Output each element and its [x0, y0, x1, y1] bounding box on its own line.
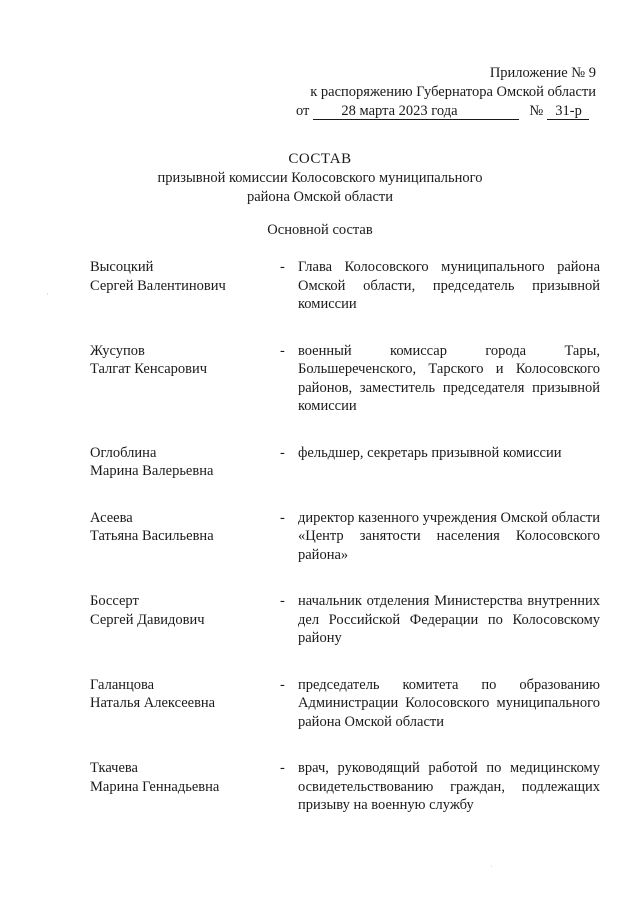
member-surname: Ткачева: [90, 760, 138, 776]
title-line-3: района Омской области: [246, 189, 393, 205]
member-name: [90, 592, 280, 648]
number-sign: №: [529, 103, 544, 119]
member-name: [90, 342, 280, 416]
from-label: от: [296, 103, 310, 119]
member-dash: -: [280, 509, 285, 526]
member-row: [90, 444, 600, 481]
member-name: [90, 676, 280, 732]
member-role: директор казенного учреждения Омской области «Центр занятости населения Колосовского района»: [298, 509, 600, 563]
member-name: [90, 258, 280, 314]
member-surname: Жусупов: [90, 342, 145, 359]
scan-speck: ˌ: [490, 858, 493, 867]
member-dash: -: [280, 676, 285, 693]
member-role: Глава Колосовского муниципального района Омской области, председатель призывной комиссии: [298, 259, 600, 312]
member-surname: Оглоблина: [90, 444, 157, 461]
order-date: 28 марта 2023 года: [313, 104, 519, 120]
member-given-name: Татьяна Васильевна: [90, 528, 214, 544]
title-line-1: СОСТАВ: [288, 151, 352, 167]
scan-speck: ·: [46, 290, 49, 299]
member-dash: -: [280, 342, 285, 359]
members-list: [90, 258, 600, 815]
document-title: [0, 150, 640, 207]
member-row: [90, 509, 600, 565]
member-given-name: Наталья Алексеевна: [90, 695, 216, 711]
member-row: [90, 676, 600, 732]
member-role: военный комиссар города Тары, Большереченского, Тарского и Колосовского районов, заместитель председателя призывной комиссии: [298, 342, 600, 414]
member-given-name: Марина Геннадьевна: [90, 778, 220, 795]
order-number: 31-р: [547, 104, 589, 120]
section-subtitle: Основной состав: [267, 222, 373, 238]
member-dash: -: [280, 760, 285, 776]
member-name: [90, 759, 280, 815]
member-role: фельдшер, секретарь призывной комиссии: [298, 444, 562, 461]
member-given-name: Сергей Валентинович: [90, 277, 226, 294]
member-row: [90, 258, 600, 314]
member-dash: -: [280, 593, 285, 609]
member-given-name: Марина Валерьевна: [90, 463, 214, 479]
member-name: [90, 444, 280, 481]
member-row: [90, 592, 600, 648]
member-given-name: Талгат Кенсарович: [90, 361, 208, 377]
member-name: [90, 509, 280, 565]
member-given-name: Сергей Давидович: [90, 611, 205, 628]
order-reference: к распоряжению Губернатора Омской области: [310, 84, 596, 100]
member-role: председатель комитета по образованию Администрации Колосовского муниципального района Омской области: [298, 676, 600, 730]
member-surname: Высоцкий: [90, 259, 154, 275]
member-role: врач, руководящий работой по медицинскому освидетельствованию граждан, подлежащих призыву на военную службу: [298, 760, 600, 813]
document-header: [296, 64, 596, 121]
member-row: [90, 342, 600, 416]
member-surname: Асеева: [90, 509, 133, 526]
member-dash: -: [280, 444, 285, 461]
member-row: [90, 759, 600, 815]
title-line-2: призывной комиссии Колосовского муниципального: [157, 170, 483, 186]
order-date-line: [296, 102, 596, 121]
member-surname: Боссерт: [90, 593, 139, 609]
member-surname: Галанцова: [90, 676, 155, 693]
member-role: начальник отделения Министерства внутренних дел Российской Федерации по Колосовскому району: [298, 593, 600, 646]
member-dash: -: [280, 259, 285, 275]
appendix-number: Приложение № 9: [489, 65, 596, 81]
